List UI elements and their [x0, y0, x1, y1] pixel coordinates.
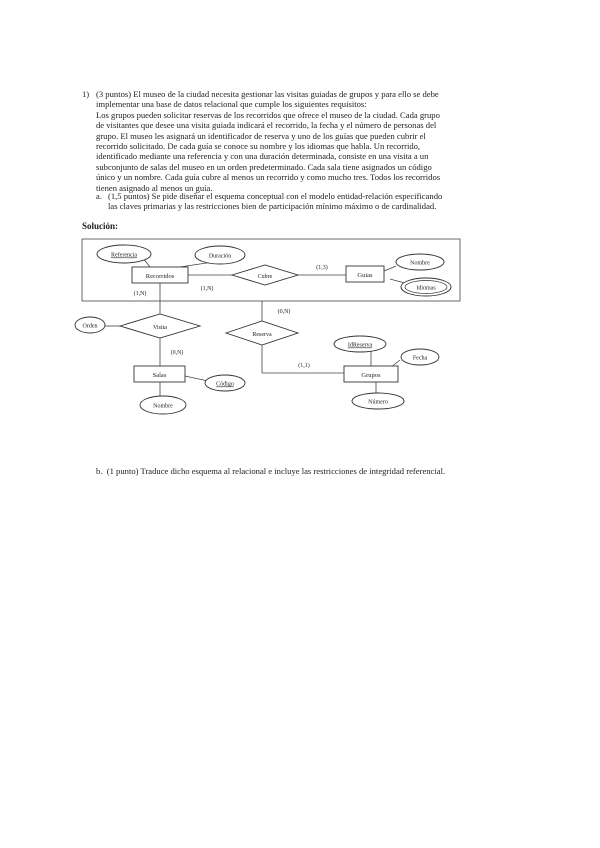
attribute-idreserva	[334, 336, 386, 352]
entity-guias	[346, 266, 384, 282]
relationship-cubre	[232, 265, 298, 285]
part-a-label: a.	[96, 191, 102, 201]
part-a-text-2: las claves primarias y las restricciones bien de participación mínimo máximo o de cardinalidad.	[108, 201, 437, 212]
entity-label: Guias	[357, 272, 373, 279]
attribute-label: Orden	[82, 323, 98, 330]
part-b-text: (1 punto) Traduce dicho esquema al relacional e incluye las restricciones de integridad referencial.	[106, 466, 446, 476]
attribute-codigo	[205, 375, 245, 391]
question-number: 1)	[82, 89, 90, 99]
cardinality-salas-visita: (0,N)	[170, 350, 184, 356]
question-line: implementar una base de datos relacional que cumple los siguientes requisitos:	[96, 99, 367, 110]
question-line: tienen asignado al menos un guía.	[96, 182, 213, 193]
cardinality-grupos-reserva: (1,1)	[298, 363, 310, 369]
attribute-label: Número	[368, 399, 388, 406]
cardinality-guias-cubre: (1,3)	[316, 265, 328, 271]
question-line: recorrido solicitado. De cada guía se conoce su nombre y los idiomas que habla. Un recorrido,	[96, 141, 421, 152]
question-line: (3 puntos) El museo de la ciudad necesita gestionar las visitas guiadas de grupos y para ello se debe	[96, 89, 439, 99]
relationship-label: Cubre	[257, 274, 273, 280]
attribute-label: Nombre	[410, 260, 430, 267]
relationship-label: Visita	[153, 325, 167, 331]
entity-salas	[134, 366, 185, 382]
attribute-label: IdReserva	[347, 342, 373, 349]
entity-label: Salas	[152, 372, 167, 379]
attribute-label: Nombre	[153, 403, 173, 410]
part-b-label: b.	[96, 466, 103, 476]
entity-recorridos	[132, 267, 188, 283]
attribute-idiomas	[401, 278, 451, 296]
attribute-label: Fecha	[412, 355, 428, 362]
cardinality-recorridos-visita: (1,N)	[133, 291, 147, 297]
attribute-label: Idiomas	[416, 285, 436, 292]
part-b	[96, 466, 466, 476]
entity-label: Grupos	[361, 372, 381, 379]
attribute-referencia	[97, 245, 151, 263]
attribute-label: Referencia	[111, 252, 137, 259]
part-a-text-1: (1,5 puntos) Se pide diseñar el esquema conceptual con el modelo entidad-relación especificando	[108, 191, 443, 201]
solution-label: Solución:	[82, 221, 119, 231]
question-line: de visitantes que desee una visita guiada indicará el recorrido, la fecha y el número de personas del	[96, 120, 437, 131]
relationship-visita	[120, 314, 200, 338]
question-line: identificado mediante una referencia y con una duración determinada, consiste en una visita a un	[96, 151, 429, 162]
attribute-nombre-sala	[140, 396, 186, 414]
question-line: Los grupos pueden solicitar reservas de los recorridos que ofrece el museo de la ciudad. Cada grupo	[96, 109, 440, 120]
attribute-label: Duración	[208, 253, 232, 260]
relationship-label: Reserva	[252, 332, 272, 338]
cardinality-recorridos-reserva: (0,N)	[277, 309, 291, 315]
cardinality-recorridos-cubre: (1,N)	[200, 286, 214, 292]
question-line: único y un nombre. Cada guía cubre al menos un recorrido y como mucho tres. Todos los recorridos	[96, 172, 441, 183]
attribute-numero	[352, 393, 404, 409]
relationship-reserva	[226, 321, 298, 345]
attribute-duracion	[195, 246, 245, 264]
attribute-fecha	[401, 349, 439, 365]
attribute-orden	[75, 317, 105, 333]
attribute-label: Código	[216, 381, 234, 388]
entity-grupos	[344, 366, 398, 382]
attribute-nombre-guia	[396, 254, 444, 270]
question-line: grupo. El museo les asignará un identificador de reserva y uno de los guías que pueden cubrir el	[96, 130, 426, 141]
entity-label: Recorridos	[145, 273, 175, 280]
question-line: subconjunto de salas del museo en un orden predeterminado. Cada sala tiene asignados un código	[96, 161, 432, 172]
